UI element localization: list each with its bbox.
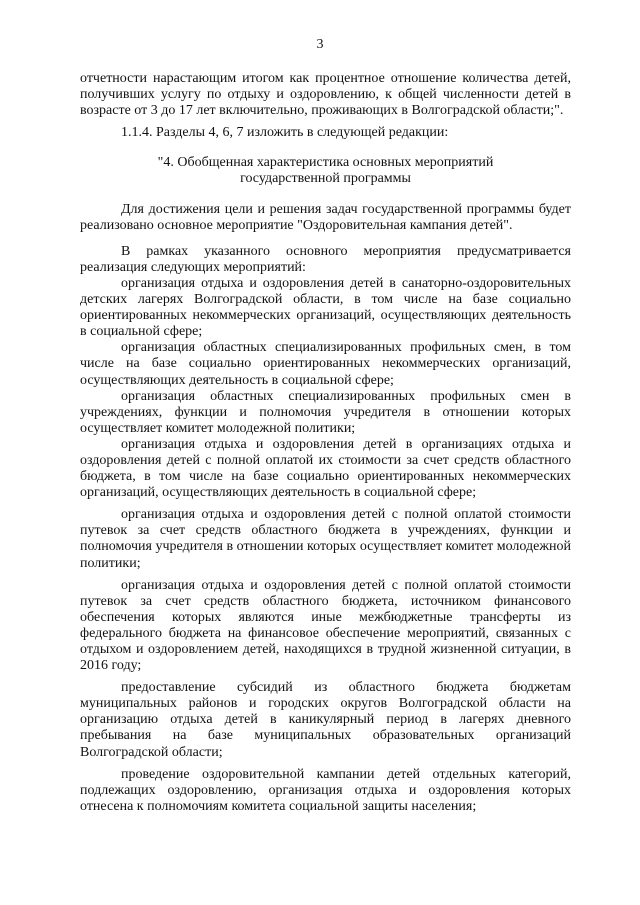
- section-heading-line-2: государственной программы: [240, 171, 411, 187]
- page-number: 3: [316, 37, 324, 52]
- paragraph-amendment: 1.1.4. Разделы 4, 6, 7 изложить в следующей редакции:: [121, 125, 449, 141]
- paragraph-continuation: отчетности нарастающим итогом как процентное отношение количества детей, получивших услугу по отдыху и оздоровлению, к общей численности детей в возрасте от 3 до 17 лет включительно, проживающих в Волгоградской области;".: [80, 71, 571, 119]
- list-item-municipal-subsidies: предоставление субсидий из областного бюджета бюджетам муниципальных районов и городских округов Волгоградской области на организацию отдыха детей в каникулярный период в лагерях дневного пребывания на базе муниципальных образовательных организаций Волгоградской области;: [80, 680, 571, 760]
- document-body: [80, 71, 571, 815]
- list-item-profile-shifts-institutions: организация областных специализированных профильных смен в учреждениях, функции и полномочия учредителя в отношении которых осуществляет комитет молодежной политики;: [80, 388, 571, 436]
- paragraph-goal: Для достижения цели и решения задач государственной программы будет реализовано основное мероприятие "Оздоровительная кампания детей".: [80, 201, 571, 233]
- paragraph-measures-intro: В рамках указанного основного мероприятия предусматривается реализация следующих мероприятий:: [80, 243, 571, 275]
- section-heading-line-1: "4. Обобщенная характеристика основных мероприятий: [157, 155, 494, 171]
- list-item-federal-transfers: организация отдыха и оздоровления детей с полной оплатой стоимости путевок за счет средств областного бюджета, источником финансового обеспечения которых являются иные межбюджетные трансферты из федерального бюджета на финансовое обеспечение мероприятий, связанных с отдыхом и оздоровлением детей, находящихся в трудной жизненной ситуации, в 2016 году;: [80, 577, 571, 674]
- section-heading: [80, 155, 571, 187]
- list-item-vouchers-youth-committee: организация отдыха и оздоровления детей с полной оплатой стоимости путевок за счет средств областного бюджета в учреждениях, функции и полномочия учредителя в отношении которых осуществляет комитет молодежной политики;: [80, 507, 571, 571]
- list-item-sanatorium-camps: организация отдыха и оздоровления детей в санаторно-оздоровительных детских лагерях Волгоградской области, в том числе на базе социально ориентированных некоммерческих организаций, осуществляющих деятельность в социальной сфере;: [80, 275, 571, 340]
- list-item-profile-shifts: организация областных специализированных профильных смен, в том числе на базе социально ориентированных некоммерческих организаций, осуществляющих деятельность в социальной сфере;: [80, 340, 571, 388]
- list-item-full-payment: организация отдыха и оздоровления детей в организациях отдыха и оздоровления детей с полной оплатой их стоимости за счет средств областного бюджета, в том числе на базе социально ориентированных некоммерческих организаций, осуществляющих деятельность в социальной сфере;: [80, 436, 571, 501]
- list-item-social-protection: проведение оздоровительной кампании детей отдельных категорий, подлежащих оздоровлению, организация отдыха и оздоровления которых отнесена к полномочиям комитета социальной защиты населения;: [80, 766, 571, 814]
